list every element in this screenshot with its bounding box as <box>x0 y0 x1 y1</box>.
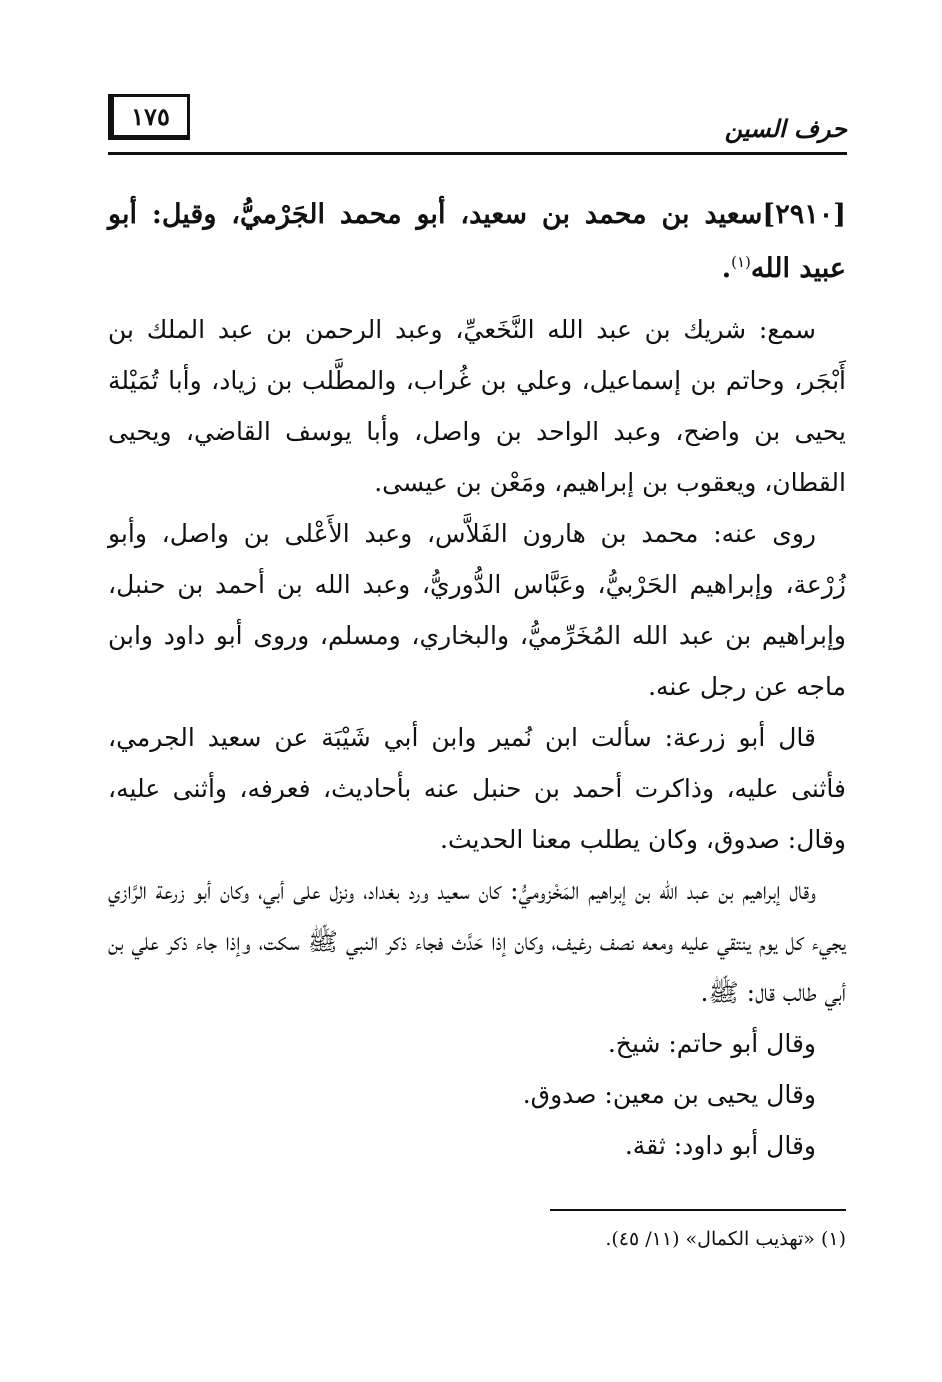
line-abu-hatim: وقال أبو حاتم: شيخ. <box>607 1029 816 1058</box>
page-number: ١٧٥ <box>108 94 190 140</box>
paragraph-narrated-from-him: روى عنه: محمد بن هارون الفَلاَّس، وعبد الأَعْلى بن واصل، وأبو زُرْعة، وإبراهيم الحَرْبيُّ، وعَبَّاس الدُّوريُّ، وعبد الله بن أحمد بن حنبل، وإبراهيم بن عبد الله المُخَرِّميُّ، والبخاري، ومسلم، وروى أبو داود وابن ماجه عن رجل عنه. <box>108 519 846 701</box>
paragraph-makhzumi: وقال إبراهيم بن عبد الله بن إبراهيم المَخْزوميُّ: كان سعيد ورد بغداد، ونزل على أبي، وكان أبو زرعة الرَّازي يجيء كل يوم ينتقي عليه ومعه نصف رغيف، وكان إذا حَدَّث فجاء ذكر النبي ﷺ سكت، وإذا جاء ذكر علي بن أبي طالب قال: ﷺ. <box>108 876 846 1007</box>
entry-title-text: [٢٩١٠]سعيد بن محمد بن سعيد، أبو محمد الجَرْميُّ، وقيل: أبو عبيد الله <box>108 199 846 284</box>
footnote-rule <box>550 1209 846 1211</box>
footnote: (١) «تهذيب الكمال» (١١/ ٤٥). <box>605 1228 846 1250</box>
entry-title <box>108 188 846 296</box>
line-abu-dawud: وقال أبو داود: ثقة. <box>624 1131 816 1160</box>
paragraph-heard-from: سمع: شريك بن عبد الله النَّخَعيِّ، وعبد الرحمن بن عبد الملك بن أَبْجَر، وحاتم بن إسماعيل، وعلي بن غُراب، والمطَّلب بن زياد، وأبا تُمَيْلة يحيى بن واضح، وعبد الواحد بن واصل، وأبا يوسف القاضي، ويحيى القطان، ويعقوب بن إبراهيم، ومَعْن بن عيسى. <box>108 315 846 497</box>
line-yahya-ibn-main: وقال يحيى بن معين: صدوق. <box>522 1080 816 1109</box>
header-rule <box>108 152 847 155</box>
main-text <box>108 188 846 1171</box>
running-head: حرف السين <box>724 114 847 143</box>
paragraph-abu-zura: قال أبو زرعة: سألت ابن نُمير وابن أبي شَيْبَة عن سعيد الجرمي، فأثنى عليه، وذاكرت أحمد بن حنبل عنه بأحاديث، فعرفه، وأثنى عليه، وقال: صدوق، وكان يطلب معنا الحديث. <box>108 723 846 854</box>
entry-title-end: . <box>721 253 732 284</box>
footnote-marker: (١) <box>731 253 751 271</box>
